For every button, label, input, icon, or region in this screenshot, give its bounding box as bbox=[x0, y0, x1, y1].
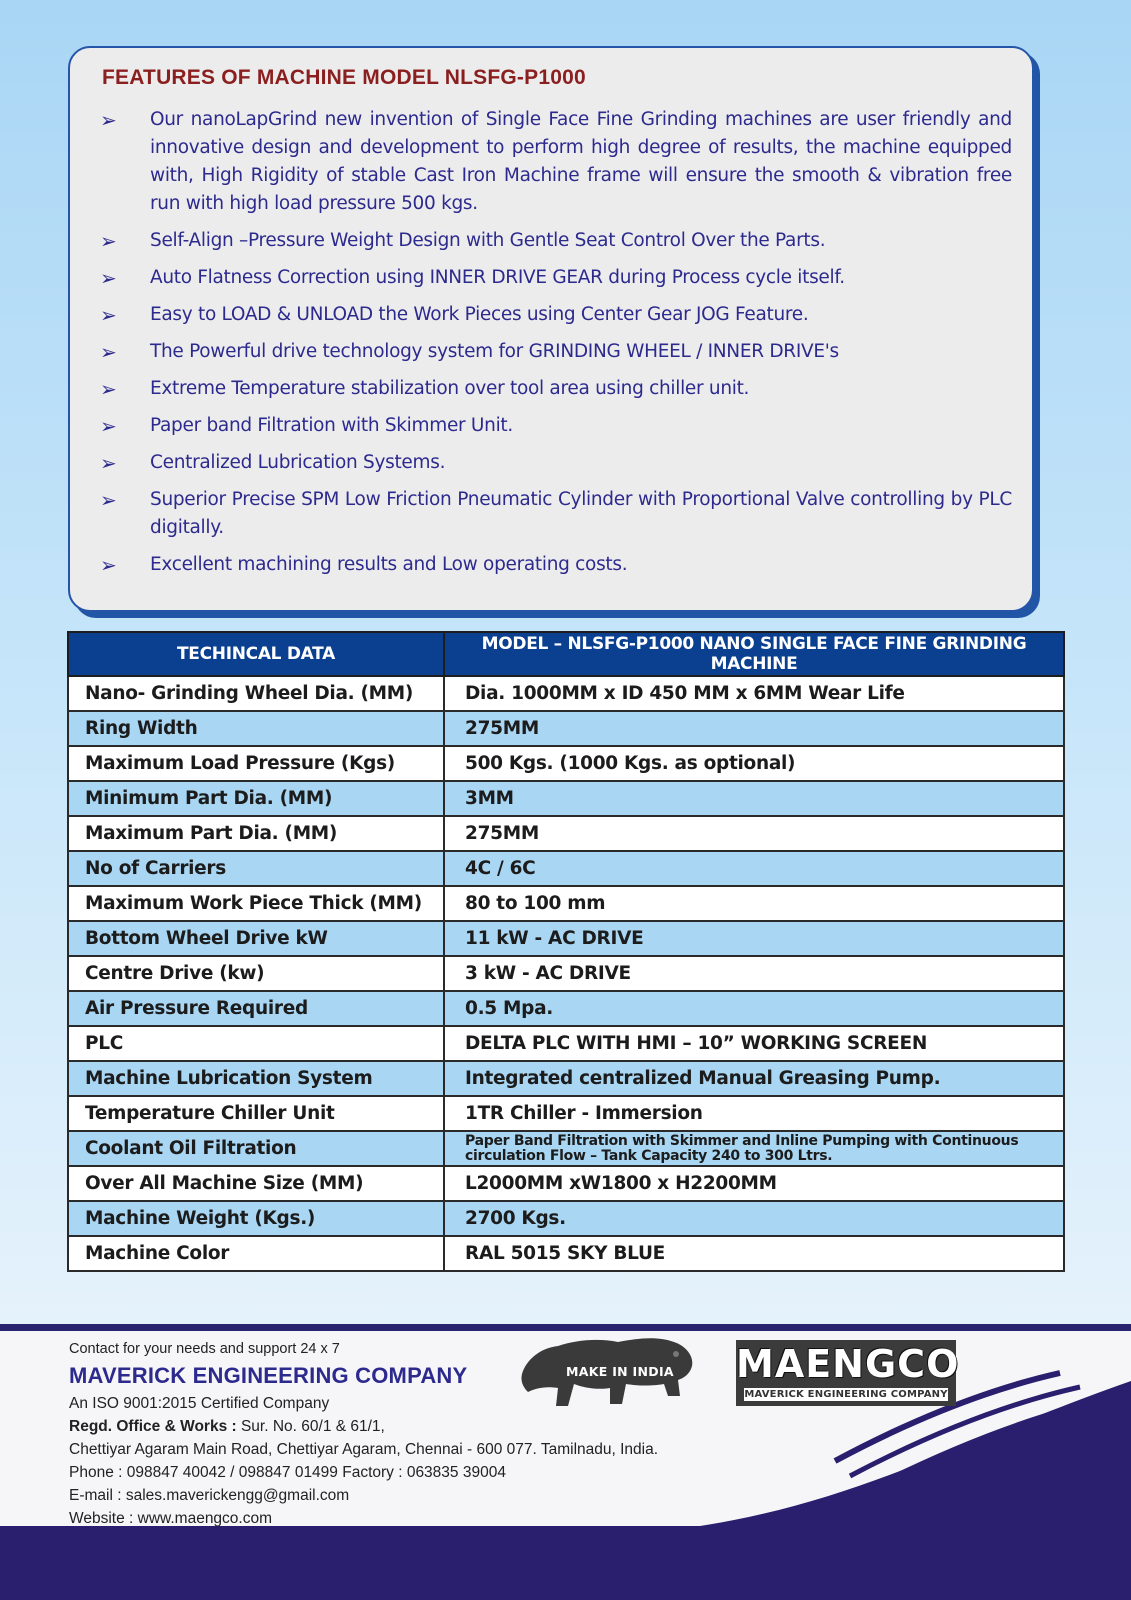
office-label: Regd. Office & Works : bbox=[69, 1418, 237, 1435]
arrow-bullet-icon: ➢ bbox=[100, 451, 117, 475]
spec-label: Maximum Work Piece Thick (MM) bbox=[68, 886, 444, 921]
feature-item bbox=[100, 264, 1012, 292]
arrow-bullet-icon: ➢ bbox=[100, 488, 117, 512]
arrow-bullet-icon: ➢ bbox=[100, 229, 117, 253]
maengco-logo bbox=[736, 1340, 960, 1406]
spec-value: 500 Kgs. (1000 Kgs. as optional) bbox=[444, 746, 1064, 781]
spec-value: Paper Band Filtration with Skimmer and Inline Pumping with Continuous circulation Flow – Tank Capacity 240 to 300 Ltrs. bbox=[444, 1131, 1064, 1166]
spec-label: Centre Drive (kw) bbox=[68, 956, 444, 991]
spec-label: Machine Lubrication System bbox=[68, 1061, 444, 1096]
feature-text: Our nanoLapGrind new invention of Single Face Fine Grinding machines are user friendly and innovative design and development to perform high degree of results, the machine equipped with, High Rigidity of stable Cast Iron Machine frame will ensure the smooth & vibration free run with high load pressure 500 kgs. bbox=[150, 109, 1012, 214]
table-header-row bbox=[68, 632, 1064, 676]
spec-label: Over All Machine Size (MM) bbox=[68, 1166, 444, 1201]
spec-label: Ring Width bbox=[68, 711, 444, 746]
logo-subtitle-band bbox=[744, 1388, 948, 1401]
spec-label: No of Carriers bbox=[68, 851, 444, 886]
technical-data-body bbox=[68, 676, 1064, 1271]
email-text: E-mail : sales.maverickengg@gmail.com bbox=[69, 1487, 350, 1504]
table-row bbox=[68, 1236, 1064, 1271]
arrow-bullet-icon: ➢ bbox=[100, 303, 117, 327]
feature-text: Extreme Temperature stabilization over tool area using chiller unit. bbox=[150, 378, 750, 399]
table-row bbox=[68, 1166, 1064, 1201]
feature-text: Superior Precise SPM Low Friction Pneumatic Cylinder with Proportional Valve controlling by PLC digitally. bbox=[150, 489, 1012, 538]
website-text: Website : www.maengco.com bbox=[69, 1510, 273, 1527]
spec-value: DELTA PLC WITH HMI – 10” WORKING SCREEN bbox=[444, 1026, 1064, 1061]
table-row bbox=[68, 921, 1064, 956]
spec-value: 3 kW - AC DRIVE bbox=[444, 956, 1064, 991]
feature-item bbox=[100, 375, 1012, 403]
table-row bbox=[68, 676, 1064, 711]
spec-label: Minimum Part Dia. (MM) bbox=[68, 781, 444, 816]
spec-label: Bottom Wheel Drive kW bbox=[68, 921, 444, 956]
table-row bbox=[68, 1201, 1064, 1236]
table-row bbox=[68, 851, 1064, 886]
table-row bbox=[68, 886, 1064, 921]
spec-value: RAL 5015 SKY BLUE bbox=[444, 1236, 1064, 1271]
spec-value: 0.5 Mpa. bbox=[444, 991, 1064, 1026]
spec-value: 1TR Chiller - Immersion bbox=[444, 1096, 1064, 1131]
header-model: MODEL – NLSFG-P1000 NANO SINGLE FACE FINE GRINDING MACHINE bbox=[444, 632, 1064, 676]
spec-value: 275MM bbox=[444, 816, 1064, 851]
office-address-line1 bbox=[69, 1415, 658, 1438]
spec-value: 4C / 6C bbox=[444, 851, 1064, 886]
office-address-start: Sur. No. 60/1 & 61/1, bbox=[236, 1418, 385, 1435]
feature-item bbox=[100, 449, 1012, 477]
table-row bbox=[68, 781, 1064, 816]
features-list bbox=[100, 106, 1012, 588]
feature-text: Auto Flatness Correction using INNER DRIVE GEAR during Process cycle itself. bbox=[150, 267, 845, 288]
feature-text: Excellent machining results and Low operating costs. bbox=[150, 554, 628, 575]
arrow-bullet-icon: ➢ bbox=[100, 414, 117, 438]
spec-label: Machine Weight (Kgs.) bbox=[68, 1201, 444, 1236]
feature-item bbox=[100, 486, 1012, 542]
features-title: FEATURES OF MACHINE MODEL NLSFG-P1000 bbox=[102, 66, 586, 89]
logo-wordmark: MAENGCO bbox=[736, 1342, 960, 1386]
spec-label: Maximum Part Dia. (MM) bbox=[68, 816, 444, 851]
table-row bbox=[68, 1096, 1064, 1131]
footer-divider bbox=[0, 1324, 1131, 1331]
spec-label: Temperature Chiller Unit bbox=[68, 1096, 444, 1131]
spec-label: Coolant Oil Filtration bbox=[68, 1131, 444, 1166]
phone-text: Phone : 098847 40042 / 098847 01499 Factory : 063835 39004 bbox=[69, 1464, 506, 1481]
feature-text: Easy to LOAD & UNLOAD the Work Pieces using Center Gear JOG Feature. bbox=[150, 304, 809, 325]
arrow-bullet-icon: ➢ bbox=[100, 340, 117, 364]
header-technical-data: TECHINCAL DATA bbox=[68, 632, 444, 676]
feature-text: Centralized Lubrication Systems. bbox=[150, 452, 446, 473]
spec-value: 11 kW - AC DRIVE bbox=[444, 921, 1064, 956]
spec-value: Integrated centralized Manual Greasing Pump. bbox=[444, 1061, 1064, 1096]
feature-text: Self-Align –Pressure Weight Design with Gentle Seat Control Over the Parts. bbox=[150, 230, 826, 251]
spec-value: Dia. 1000MM x ID 450 MM x 6MM Wear Life bbox=[444, 676, 1064, 711]
spec-value: 2700 Kgs. bbox=[444, 1201, 1064, 1236]
contact-note: Contact for your needs and support 24 x 7 bbox=[69, 1341, 340, 1357]
office-address-line2: Chettiyar Agaram Main Road, Chettiyar Agaram, Chennai - 600 077. Tamilnadu, India. bbox=[69, 1441, 659, 1458]
table-row bbox=[68, 816, 1064, 851]
spec-label: PLC bbox=[68, 1026, 444, 1061]
company-name: MAVERICK ENGINEERING COMPANY bbox=[69, 1363, 468, 1388]
feature-item bbox=[100, 227, 1012, 255]
spec-label: Nano- Grinding Wheel Dia. (MM) bbox=[68, 676, 444, 711]
spec-label: Machine Color bbox=[68, 1236, 444, 1271]
logo-subtitle: MAVERICK ENGINEERING COMPANY bbox=[744, 1389, 948, 1400]
feature-item bbox=[100, 412, 1012, 440]
spec-label: Maximum Load Pressure (Kgs) bbox=[68, 746, 444, 781]
spec-value: 80 to 100 mm bbox=[444, 886, 1064, 921]
make-in-india-text: MAKE IN INDIA bbox=[566, 1364, 674, 1379]
technical-data-table bbox=[67, 631, 1065, 1272]
feature-text: Paper band Filtration with Skimmer Unit. bbox=[150, 415, 513, 436]
arrow-bullet-icon: ➢ bbox=[100, 266, 117, 290]
spec-value: L2000MM xW1800 x H2200MM bbox=[444, 1166, 1064, 1201]
table-row bbox=[68, 711, 1064, 746]
feature-item bbox=[100, 338, 1012, 366]
feature-item bbox=[100, 106, 1012, 218]
spec-value: 3MM bbox=[444, 781, 1064, 816]
certification-text: An ISO 9001:2015 Certified Company bbox=[69, 1395, 330, 1412]
table-row bbox=[68, 991, 1064, 1026]
feature-text: The Powerful drive technology system for GRINDING WHEEL / INNER DRIVE's bbox=[150, 341, 839, 362]
arrow-bullet-icon: ➢ bbox=[100, 108, 117, 132]
arrow-bullet-icon: ➢ bbox=[100, 553, 117, 577]
table-row bbox=[68, 1131, 1064, 1166]
feature-item bbox=[100, 301, 1012, 329]
table-row bbox=[68, 1061, 1064, 1096]
feature-item bbox=[100, 551, 1012, 579]
spec-label: Air Pressure Required bbox=[68, 991, 444, 1026]
table-row bbox=[68, 1026, 1064, 1061]
arrow-bullet-icon: ➢ bbox=[100, 377, 117, 401]
table-row bbox=[68, 746, 1064, 781]
table-row bbox=[68, 956, 1064, 991]
features-panel bbox=[68, 46, 1034, 612]
spec-value: 275MM bbox=[444, 711, 1064, 746]
